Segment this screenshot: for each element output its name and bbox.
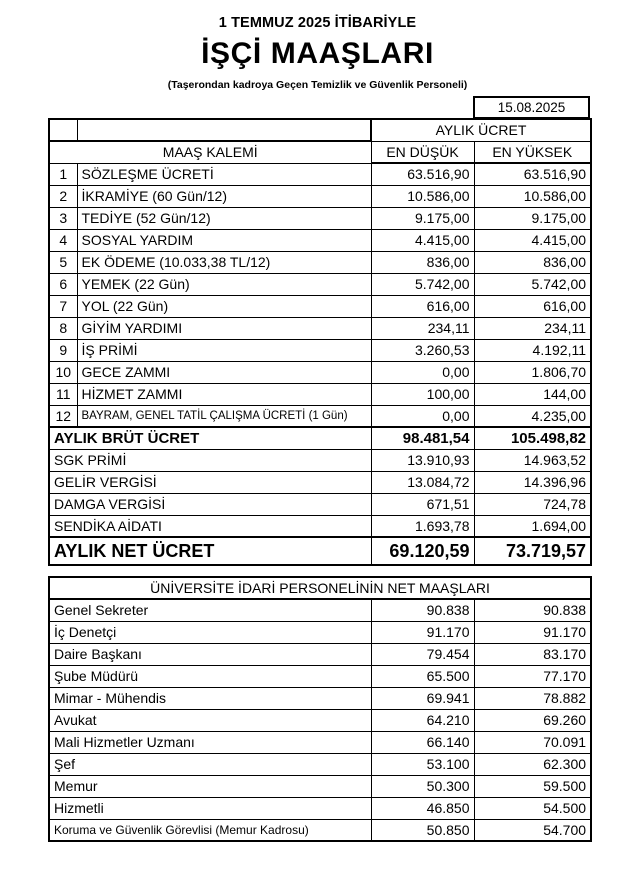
salary-table-body	[49, 163, 591, 565]
staff-value-lowest: 65.500	[371, 665, 474, 687]
table-row	[49, 621, 591, 643]
spacer-cell-2	[77, 119, 371, 141]
deduction-row	[49, 471, 591, 493]
deduction-highest: 14.396,96	[474, 471, 591, 493]
value-highest: 4.235,00	[474, 405, 591, 427]
value-highest: 63.516,90	[474, 163, 591, 185]
salary-items-table	[48, 118, 592, 566]
table-row	[49, 163, 591, 185]
salary-item-name: GİYİM YARDIMI	[77, 317, 371, 339]
value-highest: 5.742,00	[474, 273, 591, 295]
staff-value-lowest: 91.170	[371, 621, 474, 643]
column-header-highest: EN YÜKSEK	[474, 141, 591, 163]
deduction-highest: 1.694,00	[474, 515, 591, 537]
column-group-header-monthly-wage: AYLIK ÜCRET	[371, 119, 591, 141]
row-number: 9	[49, 339, 77, 361]
row-number: 10	[49, 361, 77, 383]
salary-items-table-container	[48, 118, 592, 566]
row-number: 7	[49, 295, 77, 317]
value-highest: 10.586,00	[474, 185, 591, 207]
staff-value-lowest: 79.454	[371, 643, 474, 665]
staff-position-name: Hizmetli	[49, 797, 371, 819]
deduction-highest: 14.963,52	[474, 449, 591, 471]
deduction-row	[49, 493, 591, 515]
net-wage-row	[49, 537, 591, 565]
salary-item-name: TEDİYE (52 Gün/12)	[77, 207, 371, 229]
value-lowest: 234,11	[371, 317, 474, 339]
value-highest: 234,11	[474, 317, 591, 339]
table-row	[49, 775, 591, 797]
salary-table-header-row	[49, 141, 591, 163]
table-row	[49, 383, 591, 405]
staff-table-title: ÜNİVERSİTE İDARİ PERSONELİNİN NET MAAŞLARI	[49, 577, 591, 599]
staff-table-body	[49, 599, 591, 841]
deduction-label: SGK PRİMİ	[49, 449, 371, 471]
staff-value-highest: 54.700	[474, 819, 591, 841]
staff-value-lowest: 69.941	[371, 687, 474, 709]
table-row	[49, 709, 591, 731]
column-header-lowest: EN DÜŞÜK	[371, 141, 474, 163]
table-row	[49, 731, 591, 753]
salary-table-group-header-row	[49, 119, 591, 141]
salary-item-name: BAYRAM, GENEL TATİL ÇALIŞMA ÜCRETİ (1 Gün)	[77, 405, 371, 427]
deduction-row	[49, 449, 591, 471]
staff-value-highest: 62.300	[474, 753, 591, 775]
staff-value-highest: 70.091	[474, 731, 591, 753]
row-number: 8	[49, 317, 77, 339]
staff-position-name: Şube Müdürü	[49, 665, 371, 687]
value-lowest: 5.742,00	[371, 273, 474, 295]
value-highest: 1.806,70	[474, 361, 591, 383]
staff-position-name: Mali Hizmetler Uzmanı	[49, 731, 371, 753]
net-wage-highest: 73.719,57	[474, 537, 591, 565]
table-row	[49, 339, 591, 361]
staff-value-lowest: 90.838	[371, 599, 474, 621]
row-number: 3	[49, 207, 77, 229]
staff-value-highest: 91.170	[474, 621, 591, 643]
staff-value-highest: 54.500	[474, 797, 591, 819]
staff-value-highest: 59.500	[474, 775, 591, 797]
table-row	[49, 819, 591, 841]
page-title: İŞÇİ MAAŞLARI	[201, 37, 434, 70]
table-row	[49, 361, 591, 383]
staff-position-name: Şef	[49, 753, 371, 775]
table-row	[49, 797, 591, 819]
value-highest: 9.175,00	[474, 207, 591, 229]
value-lowest: 4.415,00	[371, 229, 474, 251]
table-row	[49, 229, 591, 251]
spacer-cell	[49, 119, 77, 141]
gross-wage-row	[49, 427, 591, 449]
row-number: 6	[49, 273, 77, 295]
salary-item-name: YEMEK (22 Gün)	[77, 273, 371, 295]
value-highest: 616,00	[474, 295, 591, 317]
deduction-label: GELİR VERGİSİ	[49, 471, 371, 493]
salary-item-name: EK ÖDEME (10.033,38 TL/12)	[77, 251, 371, 273]
deduction-highest: 724,78	[474, 493, 591, 515]
staff-value-highest: 69.260	[474, 709, 591, 731]
staff-value-lowest: 50.300	[371, 775, 474, 797]
staff-position-name: Mimar - Mühendis	[49, 687, 371, 709]
staff-position-name: İç Denetçi	[49, 621, 371, 643]
staff-position-name: Avukat	[49, 709, 371, 731]
row-number: 11	[49, 383, 77, 405]
staff-position-name: Memur	[49, 775, 371, 797]
date-row	[0, 96, 635, 119]
deduction-lowest: 13.910,93	[371, 449, 474, 471]
table-row	[49, 317, 591, 339]
table-row	[49, 405, 591, 427]
table-row	[49, 207, 591, 229]
value-lowest: 10.586,00	[371, 185, 474, 207]
staff-value-lowest: 46.850	[371, 797, 474, 819]
value-lowest: 9.175,00	[371, 207, 474, 229]
salary-item-name: İŞ PRİMİ	[77, 339, 371, 361]
salary-item-name: İKRAMİYE (60 Gün/12)	[77, 185, 371, 207]
staff-value-lowest: 64.210	[371, 709, 474, 731]
deduction-row	[49, 515, 591, 537]
table-row	[49, 251, 591, 273]
staff-value-lowest: 50.850	[371, 819, 474, 841]
value-highest: 144,00	[474, 383, 591, 405]
value-highest: 4.415,00	[474, 229, 591, 251]
column-header-salary-item: MAAŞ KALEMİ	[49, 141, 371, 163]
row-number: 2	[49, 185, 77, 207]
value-lowest: 0,00	[371, 405, 474, 427]
value-highest: 836,00	[474, 251, 591, 273]
page-subtitle: (Taşerondan kadroya Geçen Temizlik ve Güvenlik Personeli)	[167, 79, 468, 91]
gross-wage-lowest: 98.481,54	[371, 427, 474, 449]
row-number: 5	[49, 251, 77, 273]
gross-wage-label: AYLIK BRÜT ÜCRET	[49, 427, 371, 449]
staff-value-highest: 77.170	[474, 665, 591, 687]
table-row	[49, 295, 591, 317]
staff-salaries-table	[48, 576, 592, 842]
staff-value-highest: 90.838	[474, 599, 591, 621]
table-row	[49, 753, 591, 775]
deduction-label: DAMGA VERGİSİ	[49, 493, 371, 515]
net-wage-label: AYLIK NET ÜCRET	[49, 537, 371, 565]
table-row	[49, 185, 591, 207]
gross-wage-highest: 105.498,82	[474, 427, 591, 449]
net-wage-lowest: 69.120,59	[371, 537, 474, 565]
document-header	[0, 0, 635, 92]
staff-table-header-row	[49, 577, 591, 599]
value-highest: 4.192,11	[474, 339, 591, 361]
table-row	[49, 273, 591, 295]
salary-item-name: SÖZLEŞME ÜCRETİ	[77, 163, 371, 185]
value-lowest: 3.260,53	[371, 339, 474, 361]
deduction-label: SENDİKA AİDATI	[49, 515, 371, 537]
value-lowest: 836,00	[371, 251, 474, 273]
value-lowest: 616,00	[371, 295, 474, 317]
staff-salaries-table-container	[48, 576, 592, 842]
salary-item-name: YOL (22 Gün)	[77, 295, 371, 317]
row-number: 4	[49, 229, 77, 251]
deduction-lowest: 13.084,72	[371, 471, 474, 493]
staff-value-highest: 83.170	[474, 643, 591, 665]
deduction-lowest: 671,51	[371, 493, 474, 515]
salary-item-name: GECE ZAMMI	[77, 361, 371, 383]
salary-item-name: HİZMET ZAMMI	[77, 383, 371, 405]
salary-item-name: SOSYAL YARDIM	[77, 229, 371, 251]
value-lowest: 100,00	[371, 383, 474, 405]
effective-date-title: 1 TEMMUZ 2025 İTİBARİYLE	[218, 15, 417, 31]
report-date-box: 15.08.2025	[473, 96, 590, 119]
table-row	[49, 643, 591, 665]
staff-position-name: Genel Sekreter	[49, 599, 371, 621]
staff-value-lowest: 66.140	[371, 731, 474, 753]
staff-value-highest: 78.882	[474, 687, 591, 709]
table-row	[49, 665, 591, 687]
row-number: 12	[49, 405, 77, 427]
value-lowest: 63.516,90	[371, 163, 474, 185]
row-number: 1	[49, 163, 77, 185]
value-lowest: 0,00	[371, 361, 474, 383]
salary-table-head	[49, 119, 591, 163]
staff-position-name: Daire Başkanı	[49, 643, 371, 665]
staff-position-name: Koruma ve Güvenlik Görevlisi (Memur Kadrosu)	[49, 819, 371, 841]
staff-value-lowest: 53.100	[371, 753, 474, 775]
deduction-lowest: 1.693,78	[371, 515, 474, 537]
staff-table-head	[49, 577, 591, 599]
table-row	[49, 687, 591, 709]
table-row	[49, 599, 591, 621]
